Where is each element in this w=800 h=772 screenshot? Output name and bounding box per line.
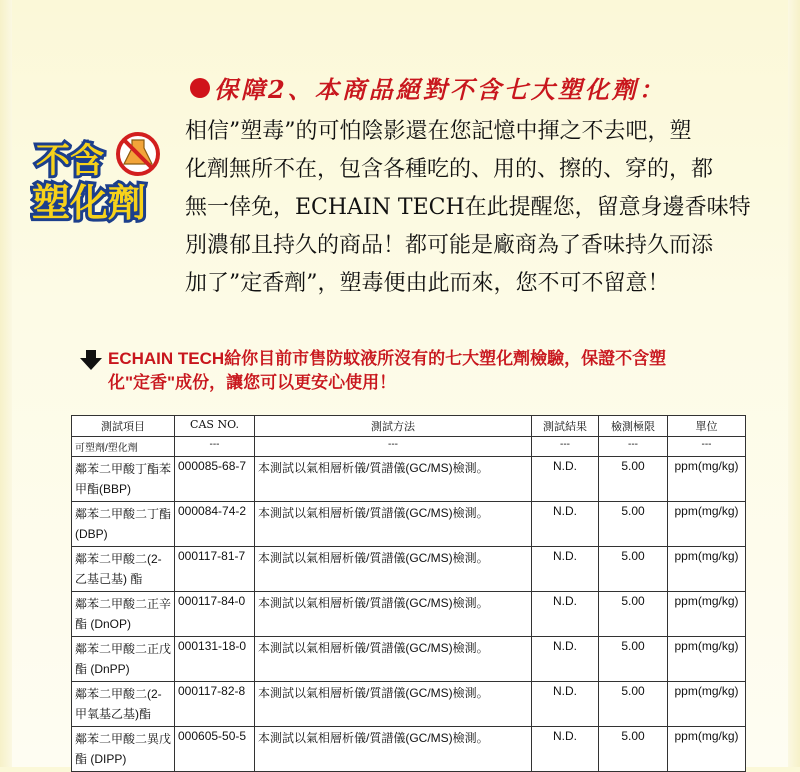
cell-method: 本測試以氣相層析儀/質譜儀(GC/MS)檢測。 <box>255 457 532 502</box>
cell-unit: ppm(mg/kg) <box>668 547 746 592</box>
cell-limit: 5.00 <box>599 457 668 502</box>
cell-limit: 5.00 <box>599 592 668 637</box>
table-row <box>72 592 746 637</box>
subheader-cell: --- <box>175 437 255 457</box>
subheader-cell: 可塑劑/塑化劑 <box>72 437 175 457</box>
notice-line2: 化"定香"成份，讓您可以更安心使用！ <box>108 373 397 392</box>
cell-cas: 000131-18-0 <box>175 637 255 682</box>
cell-cas: 000117-81-7 <box>175 547 255 592</box>
paragraph-line: 無一倖免，ECHAIN TECH在此提醒您，留意身邊香味特 <box>185 195 751 220</box>
cell-result: N.D. <box>532 502 599 547</box>
cell-method: 本測試以氣相層析儀/質譜儀(GC/MS)檢測。 <box>255 547 532 592</box>
cell-unit: ppm(mg/kg) <box>668 637 746 682</box>
arrow-down-icon <box>80 350 102 370</box>
cell-result: N.D. <box>532 637 599 682</box>
table-row <box>72 727 746 772</box>
cell-limit: 5.00 <box>599 682 668 727</box>
header-test-item: 測試項目 <box>72 416 175 437</box>
cell-unit: ppm(mg/kg) <box>668 502 746 547</box>
table-subheader-row <box>72 437 746 457</box>
cell-method: 本測試以氣相層析儀/質譜儀(GC/MS)檢測。 <box>255 682 532 727</box>
plasticizer-test-table <box>71 415 746 772</box>
cell-result: N.D. <box>532 457 599 502</box>
subheader-cell: --- <box>668 437 746 457</box>
table-row <box>72 682 746 727</box>
cell-unit: ppm(mg/kg) <box>668 592 746 637</box>
cell-result: N.D. <box>532 547 599 592</box>
cell-result: N.D. <box>532 727 599 772</box>
cell-result: N.D. <box>532 682 599 727</box>
no-plasticizer-badge <box>30 132 180 232</box>
table-row <box>72 547 746 592</box>
cell-cas: 000085-68-7 <box>175 457 255 502</box>
cell-limit: 5.00 <box>599 547 668 592</box>
table-row <box>72 457 746 502</box>
cell-result: N.D. <box>532 592 599 637</box>
cell-method: 本測試以氣相層析儀/質譜儀(GC/MS)檢測。 <box>255 592 532 637</box>
cell-name: 鄰苯二甲酸二正戊酯 (DnPP) <box>72 637 175 682</box>
cell-limit: 5.00 <box>599 727 668 772</box>
cell-method: 本測試以氣相層析儀/質譜儀(GC/MS)檢測。 <box>255 637 532 682</box>
header-cas: CAS NO. <box>175 416 255 437</box>
table-row <box>72 637 746 682</box>
cell-name: 鄰苯二甲酸二丁酯 (DBP) <box>72 502 175 547</box>
table-row <box>72 502 746 547</box>
paragraph-line: 化劑無所不在，包含各種吃的、用的、擦的、穿的，都 <box>185 157 714 182</box>
cell-unit: ppm(mg/kg) <box>668 682 746 727</box>
notice-line1: ECHAIN TECH給你目前市售防蚊液所沒有的七大塑化劑檢驗，保證不含塑 <box>108 349 667 368</box>
test-notice <box>80 347 760 395</box>
subheader-cell: --- <box>599 437 668 457</box>
cell-name: 鄰苯二甲酸丁酯苯甲酯(BBP) <box>72 457 175 502</box>
cell-cas: 000117-82-8 <box>175 682 255 727</box>
cell-name: 鄰苯二甲酸二正辛酯 (DnOP) <box>72 592 175 637</box>
table-header-row <box>72 416 746 437</box>
warning-paragraph <box>185 113 765 303</box>
paragraph-line: 別濃郁且持久的商品！都可能是廠商為了香味持久而添 <box>185 233 714 258</box>
paragraph-line: 相信”塑毒”的可怕陰影還在您記憶中揮之不去吧，塑 <box>185 119 692 144</box>
left-border <box>0 0 12 767</box>
subheader-cell: --- <box>255 437 532 457</box>
header-result: 測試結果 <box>532 416 599 437</box>
no-plastic-flask-icon <box>118 134 158 174</box>
cell-cas: 000605-50-5 <box>175 727 255 772</box>
cell-cas: 000084-74-2 <box>175 502 255 547</box>
red-bullet-icon <box>190 78 210 98</box>
guarantee-heading <box>190 70 666 105</box>
cell-name: 鄰苯二甲酸二異戊酯 (DIPP) <box>72 727 175 772</box>
cell-method: 本測試以氣相層析儀/質譜儀(GC/MS)檢測。 <box>255 727 532 772</box>
paragraph-line: 加了”定香劑”，塑毒便由此而來，您不可不留意！ <box>185 271 670 296</box>
cell-limit: 5.00 <box>599 637 668 682</box>
cell-cas: 000117-84-0 <box>175 592 255 637</box>
badge-line2: 塑化劑 <box>32 181 147 225</box>
header-unit: 單位 <box>668 416 746 437</box>
cell-name: 鄰苯二甲酸二(2-乙基己基) 酯 <box>72 547 175 592</box>
header-method: 測試方法 <box>255 416 532 437</box>
badge-line1: 不含 <box>36 141 104 181</box>
cell-limit: 5.00 <box>599 502 668 547</box>
subheader-cell: --- <box>532 437 599 457</box>
cell-unit: ppm(mg/kg) <box>668 457 746 502</box>
header-limit: 檢測極限 <box>599 416 668 437</box>
cell-unit: ppm(mg/kg) <box>668 727 746 772</box>
heading-text: 保障2、本商品絕對不含七大塑化劑： <box>214 75 666 104</box>
cell-method: 本測試以氣相層析儀/質譜儀(GC/MS)檢測。 <box>255 502 532 547</box>
cell-name: 鄰苯二甲酸二(2-甲氧基乙基)酯 <box>72 682 175 727</box>
right-border <box>788 0 800 767</box>
